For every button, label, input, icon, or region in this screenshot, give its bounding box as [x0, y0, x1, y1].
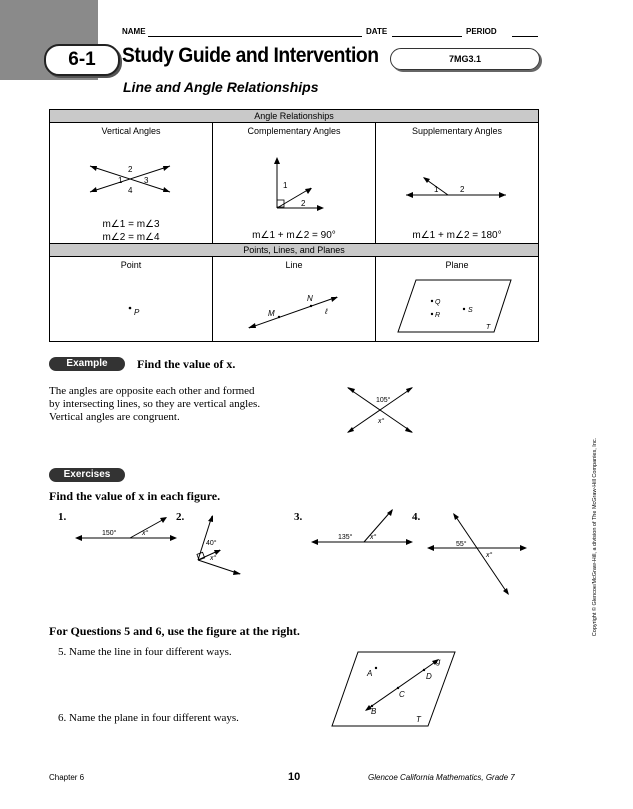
side-copyright: Copyright © Glencoe/McGraw-Hill, a division of The McGraw-Hill Companies, Inc.: [592, 437, 598, 637]
vertical-label-2: 2: [128, 165, 133, 174]
vertical-eq-2: m∠2 = m∠4: [102, 232, 160, 243]
svg-text:A: A: [367, 669, 373, 678]
supplementary-eq: m∠1 + m∠2 = 180°: [412, 230, 502, 241]
svg-text:55°: 55°: [456, 541, 467, 548]
points-lines-planes-table: [49, 243, 539, 342]
complementary-angles-title: Complementary Angles: [247, 126, 341, 136]
footer-book: Glencoe California Mathematics, Grade 7: [368, 773, 515, 782]
svg-text:T: T: [416, 715, 421, 724]
date-line[interactable]: [392, 36, 462, 37]
svg-text:2: 2: [460, 185, 465, 194]
footer-page-number: 10: [288, 771, 301, 783]
example-pill: Example: [49, 357, 125, 371]
svg-text:1: 1: [434, 185, 439, 194]
question-6: 6. Name the plane in four different ways.: [58, 712, 239, 724]
svg-text:x°: x°: [378, 418, 385, 425]
period-label: PERIOD: [466, 27, 497, 36]
angle-relationships-table: [49, 109, 539, 245]
svg-text:1: 1: [283, 181, 288, 190]
svg-text:x°: x°: [486, 552, 493, 559]
svg-text:M: M: [268, 309, 275, 318]
exercise-4-number: 4.: [412, 511, 421, 523]
line-title: Line: [285, 260, 303, 270]
svg-text:g: g: [436, 657, 441, 666]
exercises-prompt: Find the value of x in each figure.: [49, 489, 221, 503]
supplementary-angles-figure: [376, 136, 538, 212]
vertical-label-3: 3: [144, 176, 149, 185]
exercise-2-number: 2.: [176, 511, 185, 523]
exercise-2-figure: [188, 510, 250, 580]
example-prompt: Find the value of x.: [137, 357, 236, 371]
vertical-eq-1: m∠1 = m∠3: [102, 219, 160, 230]
svg-text:x°: x°: [142, 530, 149, 537]
plane-figure: [376, 270, 538, 336]
svg-text:150°: 150°: [102, 530, 117, 537]
svg-text:135°: 135°: [338, 534, 353, 541]
svg-text:R: R: [435, 312, 441, 319]
exercise-3-figure: [308, 506, 421, 550]
date-label: DATE: [366, 27, 388, 36]
svg-text:S: S: [468, 307, 473, 314]
svg-text:D: D: [426, 672, 432, 681]
vertical-label-1: 1: [118, 176, 123, 185]
line-figure: [213, 270, 375, 336]
svg-text:B: B: [371, 707, 377, 716]
point-title: Point: [120, 260, 142, 270]
exercises-pill: Exercises: [49, 468, 125, 482]
exercise-4-figure: [424, 510, 530, 600]
vertical-angles-title: Vertical Angles: [101, 126, 161, 136]
example-text: The angles are opposite each other and formed by intersecting lines, so they are vertical angles. Vertical angles are congruent.: [49, 385, 261, 423]
complementary-eq: m∠1 + m∠2 = 90°: [252, 230, 336, 241]
q56-intro: For Questions 5 and 6, use the figure at the right.: [49, 624, 300, 638]
standard-badge: 7MG3.1: [390, 48, 540, 70]
exercise-1-figure: [72, 511, 185, 548]
complementary-angles-figure: [213, 136, 375, 212]
svg-text:T: T: [486, 324, 491, 331]
angle-table-heading: Angle Relationships: [50, 110, 539, 123]
svg-text:x°: x°: [370, 534, 377, 541]
point-figure: [50, 270, 212, 336]
point-label-p: P: [134, 308, 140, 317]
svg-text:2: 2: [301, 199, 306, 208]
svg-text:x°: x°: [210, 555, 217, 562]
question-5: 5. Name the line in four different ways.: [58, 646, 232, 658]
exercise-1-number: 1.: [58, 511, 67, 523]
q56-figure: [330, 646, 460, 732]
page-title: Study Guide and Intervention: [122, 44, 379, 67]
lesson-number: 6-1: [44, 44, 120, 76]
footer-chapter: Chapter 6: [49, 773, 85, 782]
svg-text:ℓ: ℓ: [325, 307, 328, 316]
svg-text:105°: 105°: [376, 397, 391, 404]
svg-text:N: N: [307, 294, 313, 303]
svg-text:C: C: [399, 690, 405, 699]
example-figure: [340, 382, 420, 438]
vertical-label-4: 4: [128, 186, 133, 195]
plane-title: Plane: [445, 260, 469, 270]
svg-text:40°: 40°: [206, 540, 217, 547]
name-line[interactable]: [148, 36, 362, 37]
plp-table-heading: Points, Lines, and Planes: [50, 244, 539, 257]
exercise-3-number: 3.: [294, 511, 303, 523]
page-subtitle: Line and Angle Relationships: [123, 79, 319, 95]
period-line[interactable]: [512, 36, 538, 37]
svg-text:Q: Q: [435, 299, 441, 306]
name-label: NAME: [122, 27, 146, 36]
supplementary-angles-title: Supplementary Angles: [411, 126, 503, 136]
